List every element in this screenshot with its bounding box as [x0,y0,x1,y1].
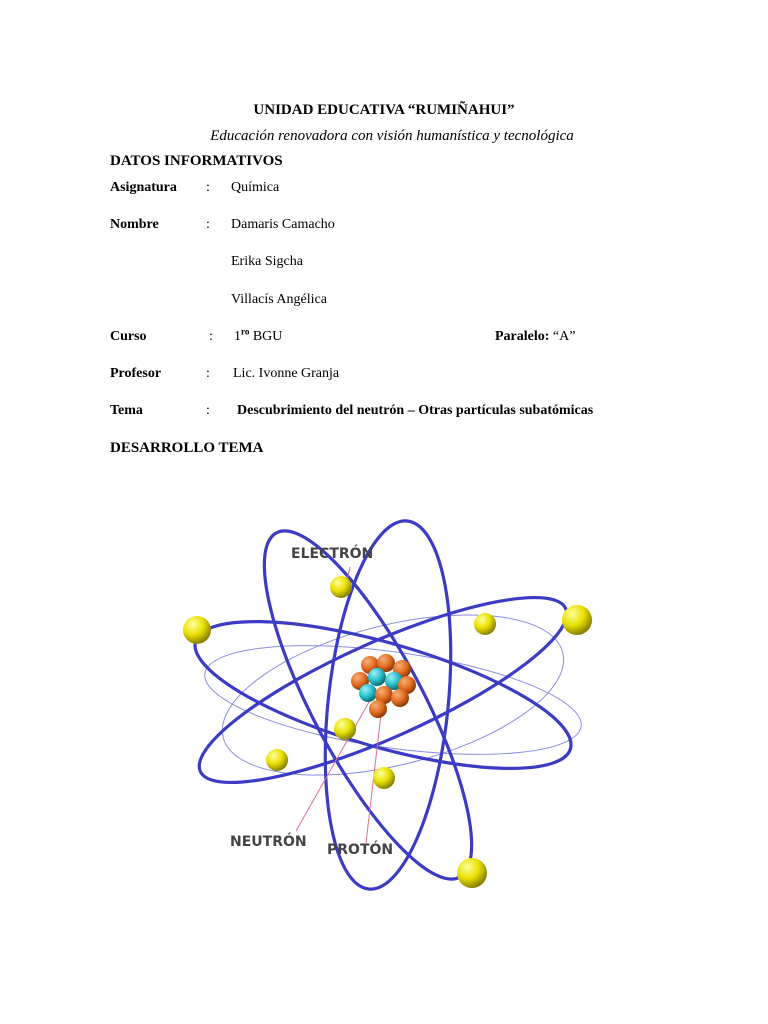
nombre-label: Nombre [110,217,159,232]
electron [183,616,211,644]
paralelo-label: Paralelo: [495,329,550,344]
electron [373,767,395,789]
paralelo-value: “A” [552,329,576,344]
curso-colon: : [209,329,213,344]
curso-value [234,326,283,345]
proton-label: PROTÓN [327,842,394,858]
school-motto: Educación renovadora con visión humanística y tecnológica [210,128,574,144]
paralelo-field [495,329,575,345]
profesor-label: Profesor [110,366,162,381]
electron [474,613,496,635]
curso-label: Curso [110,329,147,344]
orbit-4 [309,515,467,895]
section-desarrollo-tema: DESARROLLO TEMA [110,440,264,456]
profesor-colon: : [206,366,210,381]
school-title: UNIDAD EDUCATIVA “RUMIÑAHUI” [253,102,515,118]
section-datos-informativos: DATOS INFORMATIVOS [110,153,283,169]
tema-label: Tema [110,403,143,418]
asignatura-value: Química [231,180,280,195]
asignatura-colon: : [206,180,210,195]
curso-value-number: 1 [234,329,241,344]
electron [562,605,592,635]
neutron-pointer [296,695,373,831]
nombre-value-1: Damaris Camacho [231,217,335,232]
profesor-value: Lic. Ivonne Granja [233,366,340,381]
tema-value: Descubrimiento del neutrón – Otras partículas subatómicas [237,403,594,418]
nombre-value-2: Erika Sigcha [231,254,303,269]
curso-value-superscript: ro [241,326,250,337]
curso-value-rest: BGU [249,329,283,344]
electron [334,718,356,740]
tema-colon: : [206,403,210,418]
electron [330,576,352,598]
nombre-colon: : [206,217,210,232]
neutron-label: NEUTRÓN [230,834,307,850]
asignatura-label: Asignatura [110,180,177,195]
nucleus [351,654,416,718]
electron-label: ELECTRÓN [291,546,374,562]
electron [266,749,288,771]
atom-diagram [178,505,598,895]
nombre-value-3: Villacís Angélica [231,292,327,307]
electron [457,858,487,888]
